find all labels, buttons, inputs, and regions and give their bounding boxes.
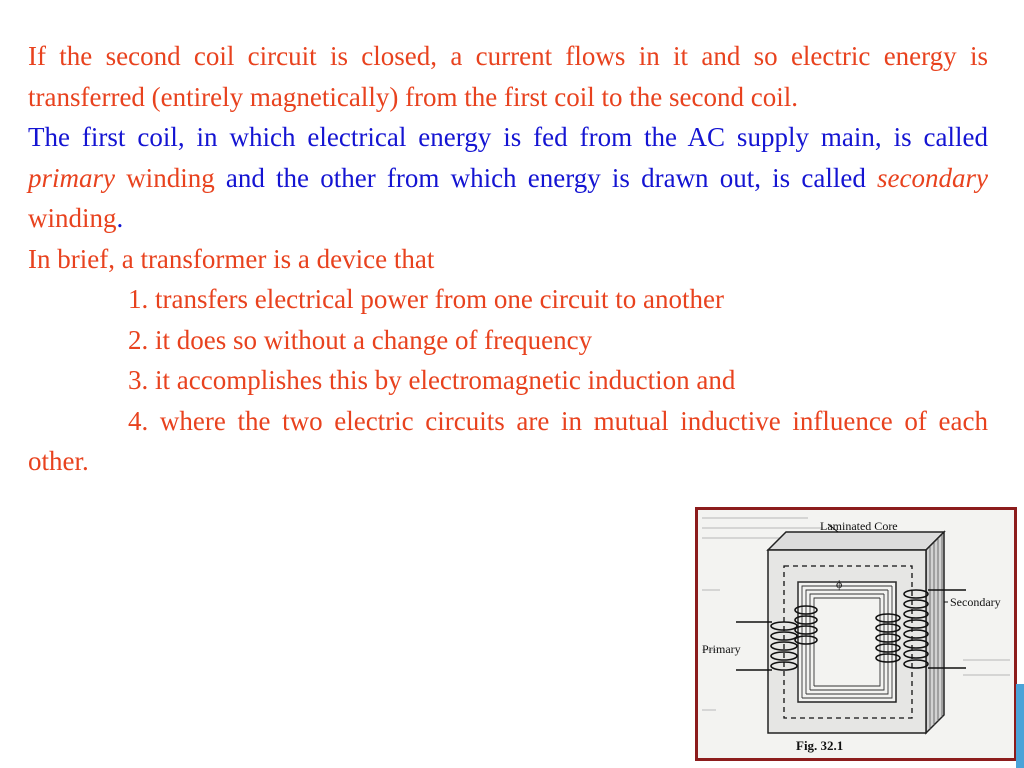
figure-caption: Fig. 32.1 <box>796 738 844 753</box>
paragraph-part1: The first coil, in which electrical energy is fed from the AC supply main, is called <box>28 122 988 152</box>
paragraph-part2: and the other from which energy is drawn out, is called <box>225 162 866 193</box>
slide-text <box>28 36 988 482</box>
paragraph-end: . <box>116 203 124 233</box>
term-secondary: secondary <box>877 162 988 193</box>
label-laminated-core: Laminated Core <box>820 519 898 533</box>
list-item: 2. it does so without a change of frequency <box>128 324 593 355</box>
label-flux: ϕ <box>836 577 843 591</box>
list-item: 4. where the two electric circuits are in mutual inductive influence of each other. <box>28 405 988 476</box>
term-secondary-suffix: winding <box>28 203 117 233</box>
term-primary-suffix: winding <box>126 162 215 193</box>
paragraph-first-coil <box>28 117 988 239</box>
list-item: 3. it accomplishes this by electromagnetic induction and <box>128 365 736 395</box>
decorative-corner-box <box>1016 684 1024 768</box>
term-primary: primary <box>28 162 115 193</box>
brief-intro: In brief, a transformer is a device that <box>28 243 435 274</box>
list-item: 1. transfers electrical power from one circuit to another <box>128 284 724 314</box>
paragraph-second-coil: If the second coil circuit is closed, a current flows in it and so electric energy is transferred (entirely magnetically) from the first coil to the second coil. <box>28 41 988 112</box>
label-secondary: Secondary <box>950 595 1001 609</box>
transformer-figure <box>695 507 1017 761</box>
transformer-diagram <box>698 510 1014 758</box>
label-primary: Primary <box>702 642 741 656</box>
